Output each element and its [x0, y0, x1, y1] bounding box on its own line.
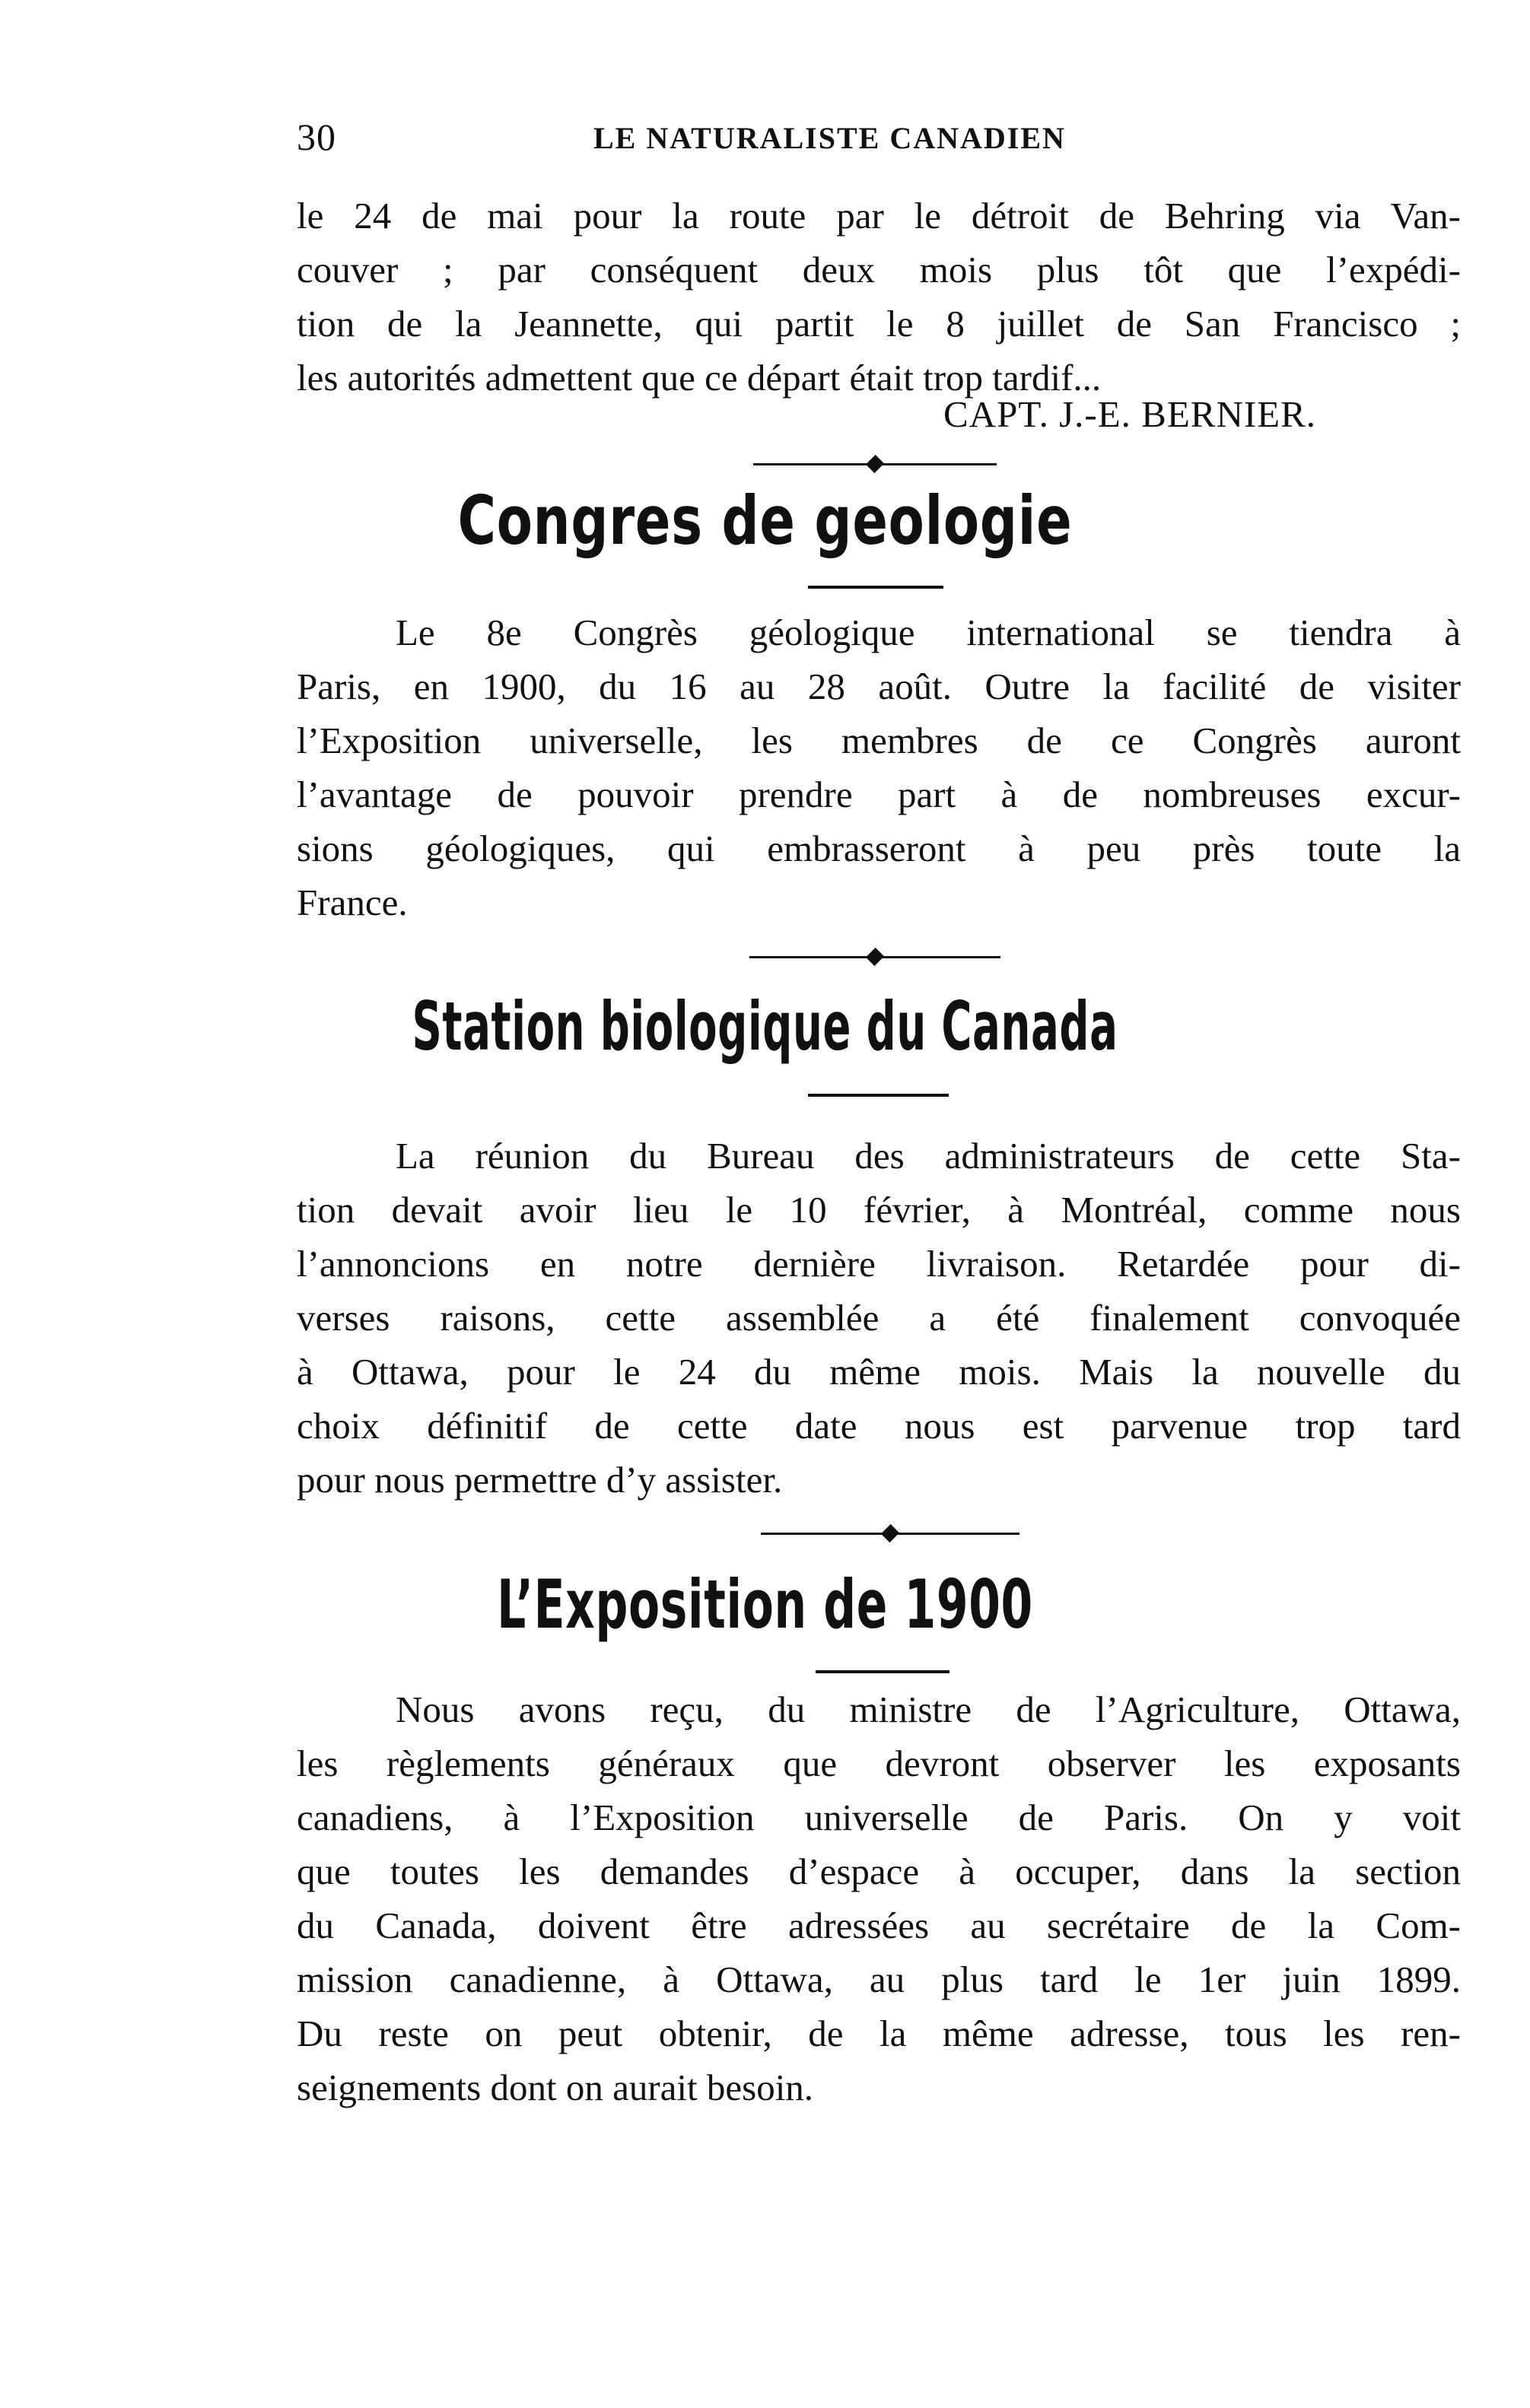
- text-line: sions géologiques, qui embrasseront à peu près toute la: [297, 828, 1461, 869]
- section-title-exposition: L’Exposition de 1900: [497, 1565, 1033, 1644]
- text-line: Paris, en 1900, du 16 au 28 août. Outre la facilité de visiter: [297, 666, 1461, 707]
- text-line: Nous avons reçu, du ministre de l’Agriculture, Ottawa,: [396, 1688, 1461, 1730]
- text-line: l’Exposition universelle, les membres de ce Congrès auront: [297, 720, 1461, 761]
- section-paragraph-congres: [297, 605, 1461, 929]
- ornament-rule: [749, 949, 1000, 964]
- text-line: France.: [297, 882, 408, 923]
- ornament-rule: [753, 456, 997, 472]
- running-head: [297, 114, 1453, 167]
- diamond-ornament-icon: [881, 1524, 899, 1542]
- text-line: mission canadienne, à Ottawa, au plus tard le 1er juin 1899.: [297, 1958, 1461, 2000]
- text-line: l’avantage de pouvoir prendre part à de nombreuses excur-: [297, 774, 1461, 815]
- text-line: le 24 de mai pour la route par le détroit de Behring via Van-: [297, 195, 1461, 237]
- text-line: à Ottawa, pour le 24 du même mois. Mais la nouvelle du: [297, 1351, 1461, 1393]
- page-number: 30: [297, 116, 336, 158]
- intro-paragraph: [297, 189, 1461, 405]
- section-paragraph-exposition: [297, 1682, 1461, 2114]
- text-line: l’annoncions en notre dernière livraison. Retardée pour di-: [297, 1243, 1461, 1285]
- journal-title: LE NATURALISTE CANADIEN: [593, 121, 1066, 155]
- title-underline: [808, 586, 943, 589]
- text-line: les autorités admettent que ce départ était trop tardif...: [297, 357, 1102, 399]
- text-line: La réunion du Bureau des administrateurs de cette Sta-: [396, 1135, 1461, 1177]
- text-line: pour nous permettre d’y assister.: [297, 1459, 783, 1501]
- text-line: les règlements généraux que devront observer les exposants: [297, 1742, 1461, 1784]
- section-title-congres: Congres de geologie: [457, 481, 1073, 560]
- ornament-rule: [761, 1526, 1019, 1541]
- diamond-ornament-icon: [866, 948, 884, 966]
- section-title-station-biologique: Station biologique du Canada: [412, 987, 1118, 1066]
- diamond-ornament-icon: [866, 455, 884, 473]
- text-line: seignements dont on aurait besoin.: [297, 2066, 814, 2108]
- text-line: que toutes les demandes d’espace à occuper, dans la section: [297, 1850, 1461, 1892]
- author-signature: CAPT. J.-E. BERNIER.: [943, 393, 1317, 435]
- section-paragraph-station-biologique: [297, 1129, 1461, 1507]
- text-line: du Canada, doivent être adressées au secrétaire de la Com-: [297, 1904, 1461, 1946]
- text-line: Du reste on peut obtenir, de la même adresse, tous les ren-: [297, 2012, 1461, 2054]
- title-underline: [816, 1670, 949, 1673]
- text-line: tion de la Jeannette, qui partit le 8 juillet de San Francisco ;: [297, 303, 1461, 345]
- text-line: verses raisons, cette assemblée a été finalement convoquée: [297, 1297, 1461, 1339]
- text-line: tion devait avoir lieu le 10 février, à Montréal, comme nous: [297, 1189, 1461, 1231]
- text-line: couver ; par conséquent deux mois plus tôt que l’expédi-: [297, 249, 1461, 291]
- text-line: choix définitif de cette date nous est parvenue trop tard: [297, 1405, 1461, 1447]
- text-line: Le 8e Congrès géologique international se tiendra à: [396, 612, 1461, 653]
- text-line: canadiens, à l’Exposition universelle de Paris. On y voit: [297, 1796, 1461, 1838]
- title-underline: [808, 1094, 949, 1097]
